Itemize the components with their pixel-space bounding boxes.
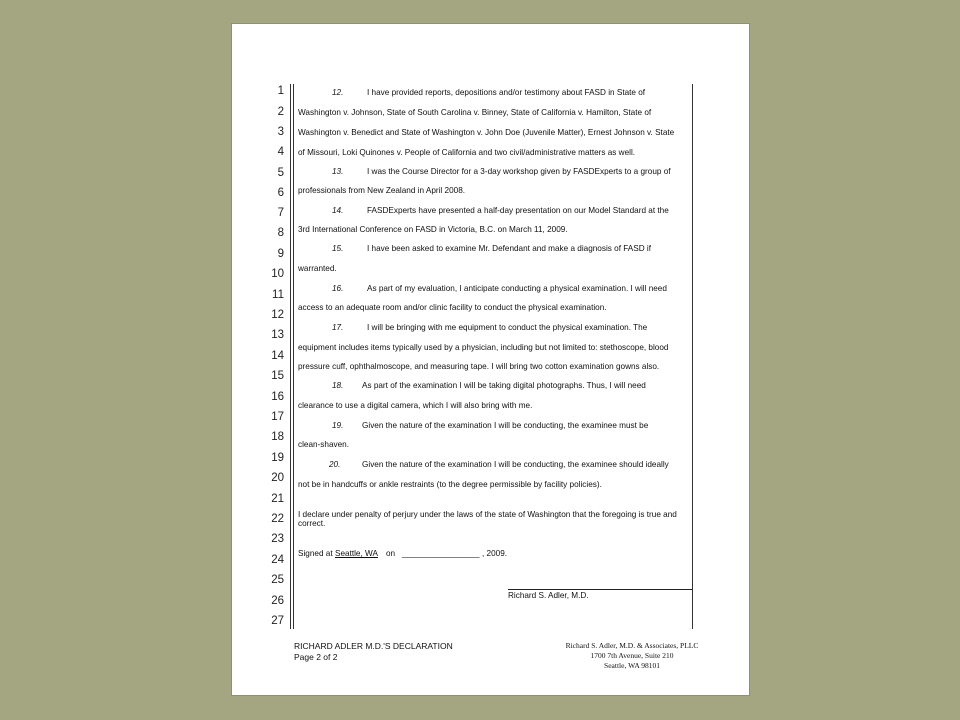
footer-address2: Seattle, WA 98101: [604, 661, 660, 670]
footer-left: [294, 641, 453, 663]
line-number: 7: [277, 207, 284, 219]
footer-firm: Richard S. Adler, M.D. & Associates, PLLC: [565, 641, 699, 650]
paragraph-line: clean-shaven.: [298, 440, 349, 449]
signature-name: Richard S. Adler, M.D.: [508, 591, 589, 600]
line-number: 13: [271, 329, 284, 341]
paragraph-line: FASDExperts have presented a half-day presentation on our Model Standard at the: [367, 206, 669, 215]
line-number: 18: [271, 431, 284, 443]
paragraph-line: professionals from New Zealand in April 2008.: [298, 186, 466, 195]
line-number: 25: [271, 574, 284, 586]
paragraph-line: Given the nature of the examination I will be conducting, the examinee should ideally: [362, 460, 669, 469]
line-number: 19: [271, 452, 284, 464]
paragraph-number: 16.: [332, 284, 344, 293]
left-margin-rule-2: [293, 84, 294, 629]
line-number: 6: [277, 187, 284, 199]
line-number: 10: [271, 268, 284, 280]
line-number: 16: [271, 391, 284, 403]
paragraph-line: warranted.: [298, 264, 337, 273]
paragraph-line: I have provided reports, depositions and/or testimony about FASD in State of: [367, 88, 646, 97]
paragraph-number: 20.: [329, 460, 341, 469]
declaration-line: I declare under penalty of perjury under the laws of the state of Washington that the foregoing is true and: [298, 510, 677, 519]
paragraph-line: As part of the examination I will be taking digital photographs. Thus, I will need: [362, 381, 646, 390]
line-number: 23: [271, 533, 284, 545]
paragraph-number: 17.: [332, 323, 344, 332]
paragraph-number: 19.: [332, 421, 344, 430]
line-number: 22: [271, 513, 284, 525]
paragraph-line: 3rd International Conference on FASD in Victoria, B.C. on March 11, 2009.: [298, 225, 568, 234]
signed-year: , 2009.: [482, 549, 508, 558]
paragraph-number: 13.: [332, 167, 344, 176]
paragraph-line: pressure cuff, ophthalmoscope, and measuring tape. I will bring two cotton examination gowns also.: [298, 362, 660, 371]
paragraph-line: As part of my evaluation, I anticipate conducting a physical examination. I will need: [367, 284, 667, 293]
line-number: 24: [271, 554, 284, 566]
signed-place: Seattle, WA: [335, 549, 378, 558]
paragraph-line: of Missouri, Loki Quinones v. People of California and two civil/administrative matters as well.: [298, 148, 636, 157]
footer-right: [562, 641, 702, 671]
signature-line: [508, 589, 692, 590]
line-number: 15: [271, 370, 284, 382]
paragraph-line: clearance to use a digital camera, which I will also bring with me.: [298, 401, 533, 410]
line-number: 3: [277, 126, 284, 138]
paragraph-number: 15.: [332, 244, 344, 253]
line-number: 17: [271, 411, 284, 423]
line-number: 8: [277, 227, 284, 239]
line-number: 14: [271, 350, 284, 362]
line-number: 11: [272, 289, 284, 301]
paragraph-line: I have been asked to examine Mr. Defendant and make a diagnosis of FASD if: [367, 244, 651, 253]
paragraph-number: 18.: [332, 381, 344, 390]
right-margin-rule: [692, 84, 693, 629]
signed-date-blank: _________________: [402, 549, 480, 558]
line-number: 21: [271, 493, 284, 505]
line-number: 12: [271, 309, 284, 321]
line-number: 27: [271, 615, 284, 627]
paragraph-number: 14.: [332, 206, 344, 215]
paragraph-line: equipment includes items typically used by a physician, including but not limited to: stethoscope, blood: [298, 343, 669, 352]
document-page: [232, 24, 749, 695]
paragraph-line: not be in handcuffs or ankle restraints (to the degree permissible by facility policies).: [298, 480, 602, 489]
line-number: 9: [277, 248, 284, 260]
line-number: 4: [277, 146, 284, 158]
line-number: 2: [277, 106, 284, 118]
footer-page: Page 2 of 2: [294, 652, 338, 662]
footer-address1: 1700 7th Avenue, Suite 210: [590, 651, 674, 660]
signed-on-label: on: [386, 549, 396, 558]
footer-title: RICHARD ADLER M.D.'S DECLARATION: [294, 641, 453, 651]
line-number: 26: [271, 595, 284, 607]
line-number: 1: [277, 85, 284, 97]
declaration-line: correct.: [298, 519, 326, 528]
paragraph-line: I will be bringing with me equipment to conduct the physical examination. The: [367, 323, 648, 332]
line-number: 20: [271, 472, 284, 484]
paragraph-line: Washington v. Benedict and State of Washington v. John Doe (Juvenile Matter), Ernest Johnson v. State: [298, 128, 675, 137]
paragraph-line: I was the Course Director for a 3-day workshop given by FASDExperts to a group of: [367, 167, 671, 176]
paragraph-line: Given the nature of the examination I will be conducting, the examinee must be: [362, 421, 649, 430]
paragraph-line: access to an adequate room and/or clinic facility to conduct the physical examination.: [298, 303, 607, 312]
signed-at-label: Signed at: [298, 549, 333, 558]
left-margin-rule-1: [290, 84, 291, 629]
paragraph-number: 12.: [332, 88, 344, 97]
paragraph-line: Washington v. Johnson, State of South Carolina v. Binney, State of California v. Hamilton, State of: [298, 108, 652, 117]
line-number: 5: [277, 167, 284, 179]
